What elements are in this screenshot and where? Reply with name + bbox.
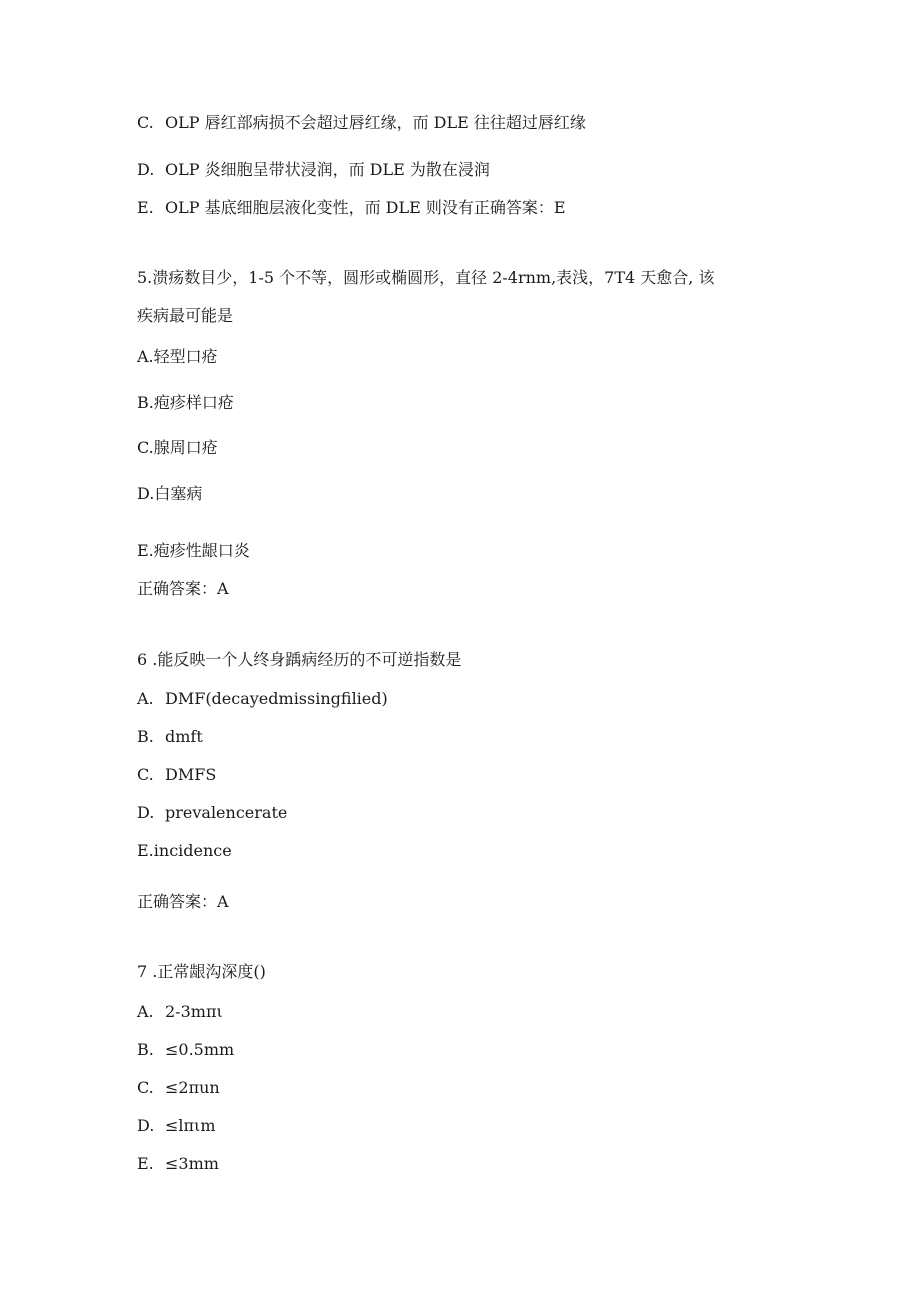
option-text: 腺周口疮 (153, 438, 218, 457)
question-7-option-e (137, 1154, 219, 1174)
option-key: A. (137, 689, 154, 708)
question-5-stem-line2: 疾病最可能是 (137, 306, 234, 325)
option-text: incidence (153, 841, 232, 860)
question-7-option-b (137, 1040, 234, 1060)
question-7-option-c (137, 1078, 220, 1098)
option-d (137, 160, 490, 180)
option-text: 轻型口疮 (153, 347, 218, 366)
option-key: C. (137, 765, 154, 784)
option-key: D. (137, 1116, 155, 1135)
question-7-option-d (137, 1116, 215, 1136)
option-key: E. (137, 841, 154, 860)
option-text: DMF(decayedmissingfilied) (165, 689, 388, 708)
option-text: DMFS (165, 765, 217, 784)
option-text: dmft (165, 727, 203, 746)
question-6-option-d (137, 803, 287, 823)
option-key: C. (137, 113, 154, 132)
option-text: 疱疹性龈口炎 (153, 541, 250, 560)
option-key: B. (137, 393, 154, 412)
option-key: E. (137, 1154, 154, 1173)
option-text: OLP 唇红部病损不会超过唇红缘，而 DLE 往往超过唇红缘 (165, 113, 586, 132)
option-e (137, 198, 566, 218)
option-key: D. (137, 160, 155, 179)
question-6-option-a (137, 689, 388, 709)
option-text: ≤2πun (165, 1078, 220, 1097)
question-5-option-b (137, 393, 234, 413)
option-key: A. (137, 347, 154, 366)
option-key: E. (137, 198, 154, 217)
option-key: A. (137, 1002, 154, 1021)
question-6-answer: 正确答案：A (137, 892, 229, 911)
option-key: B. (137, 727, 154, 746)
question-7-option-a (137, 1002, 223, 1022)
question-6-option-c (137, 765, 216, 785)
question-5-option-c (137, 438, 218, 458)
option-text: OLP 炎细胞呈带状浸润，而 DLE 为散在浸润 (165, 160, 490, 179)
question-7-stem: 7 .正常龈沟深度() (137, 962, 266, 981)
question-5-stem-line1: 5.溃疡数目少，1-5 个不等，圆形或椭圆形，直径 2-4rnm,表浅，7T4 天愈合, 该 (137, 268, 715, 287)
question-6-stem: 6 .能反映一个人终身踽病经历的不可逆指数是 (137, 650, 462, 669)
question-5-option-d (137, 484, 202, 504)
option-text: 白塞病 (154, 484, 203, 503)
option-text: OLP 基底细胞层液化变性，而 DLE 则没有正确答案：E (165, 198, 566, 217)
option-key: C. (137, 438, 154, 457)
option-key: C. (137, 1078, 154, 1097)
option-text: ≤0.5mm (165, 1040, 235, 1059)
option-key: D. (137, 803, 155, 822)
question-6-option-e (137, 841, 232, 861)
option-text: 疱疹样口疮 (153, 393, 234, 412)
option-c (137, 113, 586, 133)
option-text: prevalencerate (165, 803, 288, 822)
question-5-option-e (137, 541, 250, 561)
option-key: B. (137, 1040, 154, 1059)
option-text: ≤3mm (165, 1154, 219, 1173)
question-6-option-b (137, 727, 203, 747)
option-key: E. (137, 541, 154, 560)
option-text: 2-3mπι (165, 1002, 223, 1021)
question-5-answer: 正确答案：A (137, 579, 229, 598)
question-5-option-a (137, 347, 218, 367)
option-key: D. (137, 484, 155, 503)
option-text: ≤lπιm (165, 1116, 216, 1135)
